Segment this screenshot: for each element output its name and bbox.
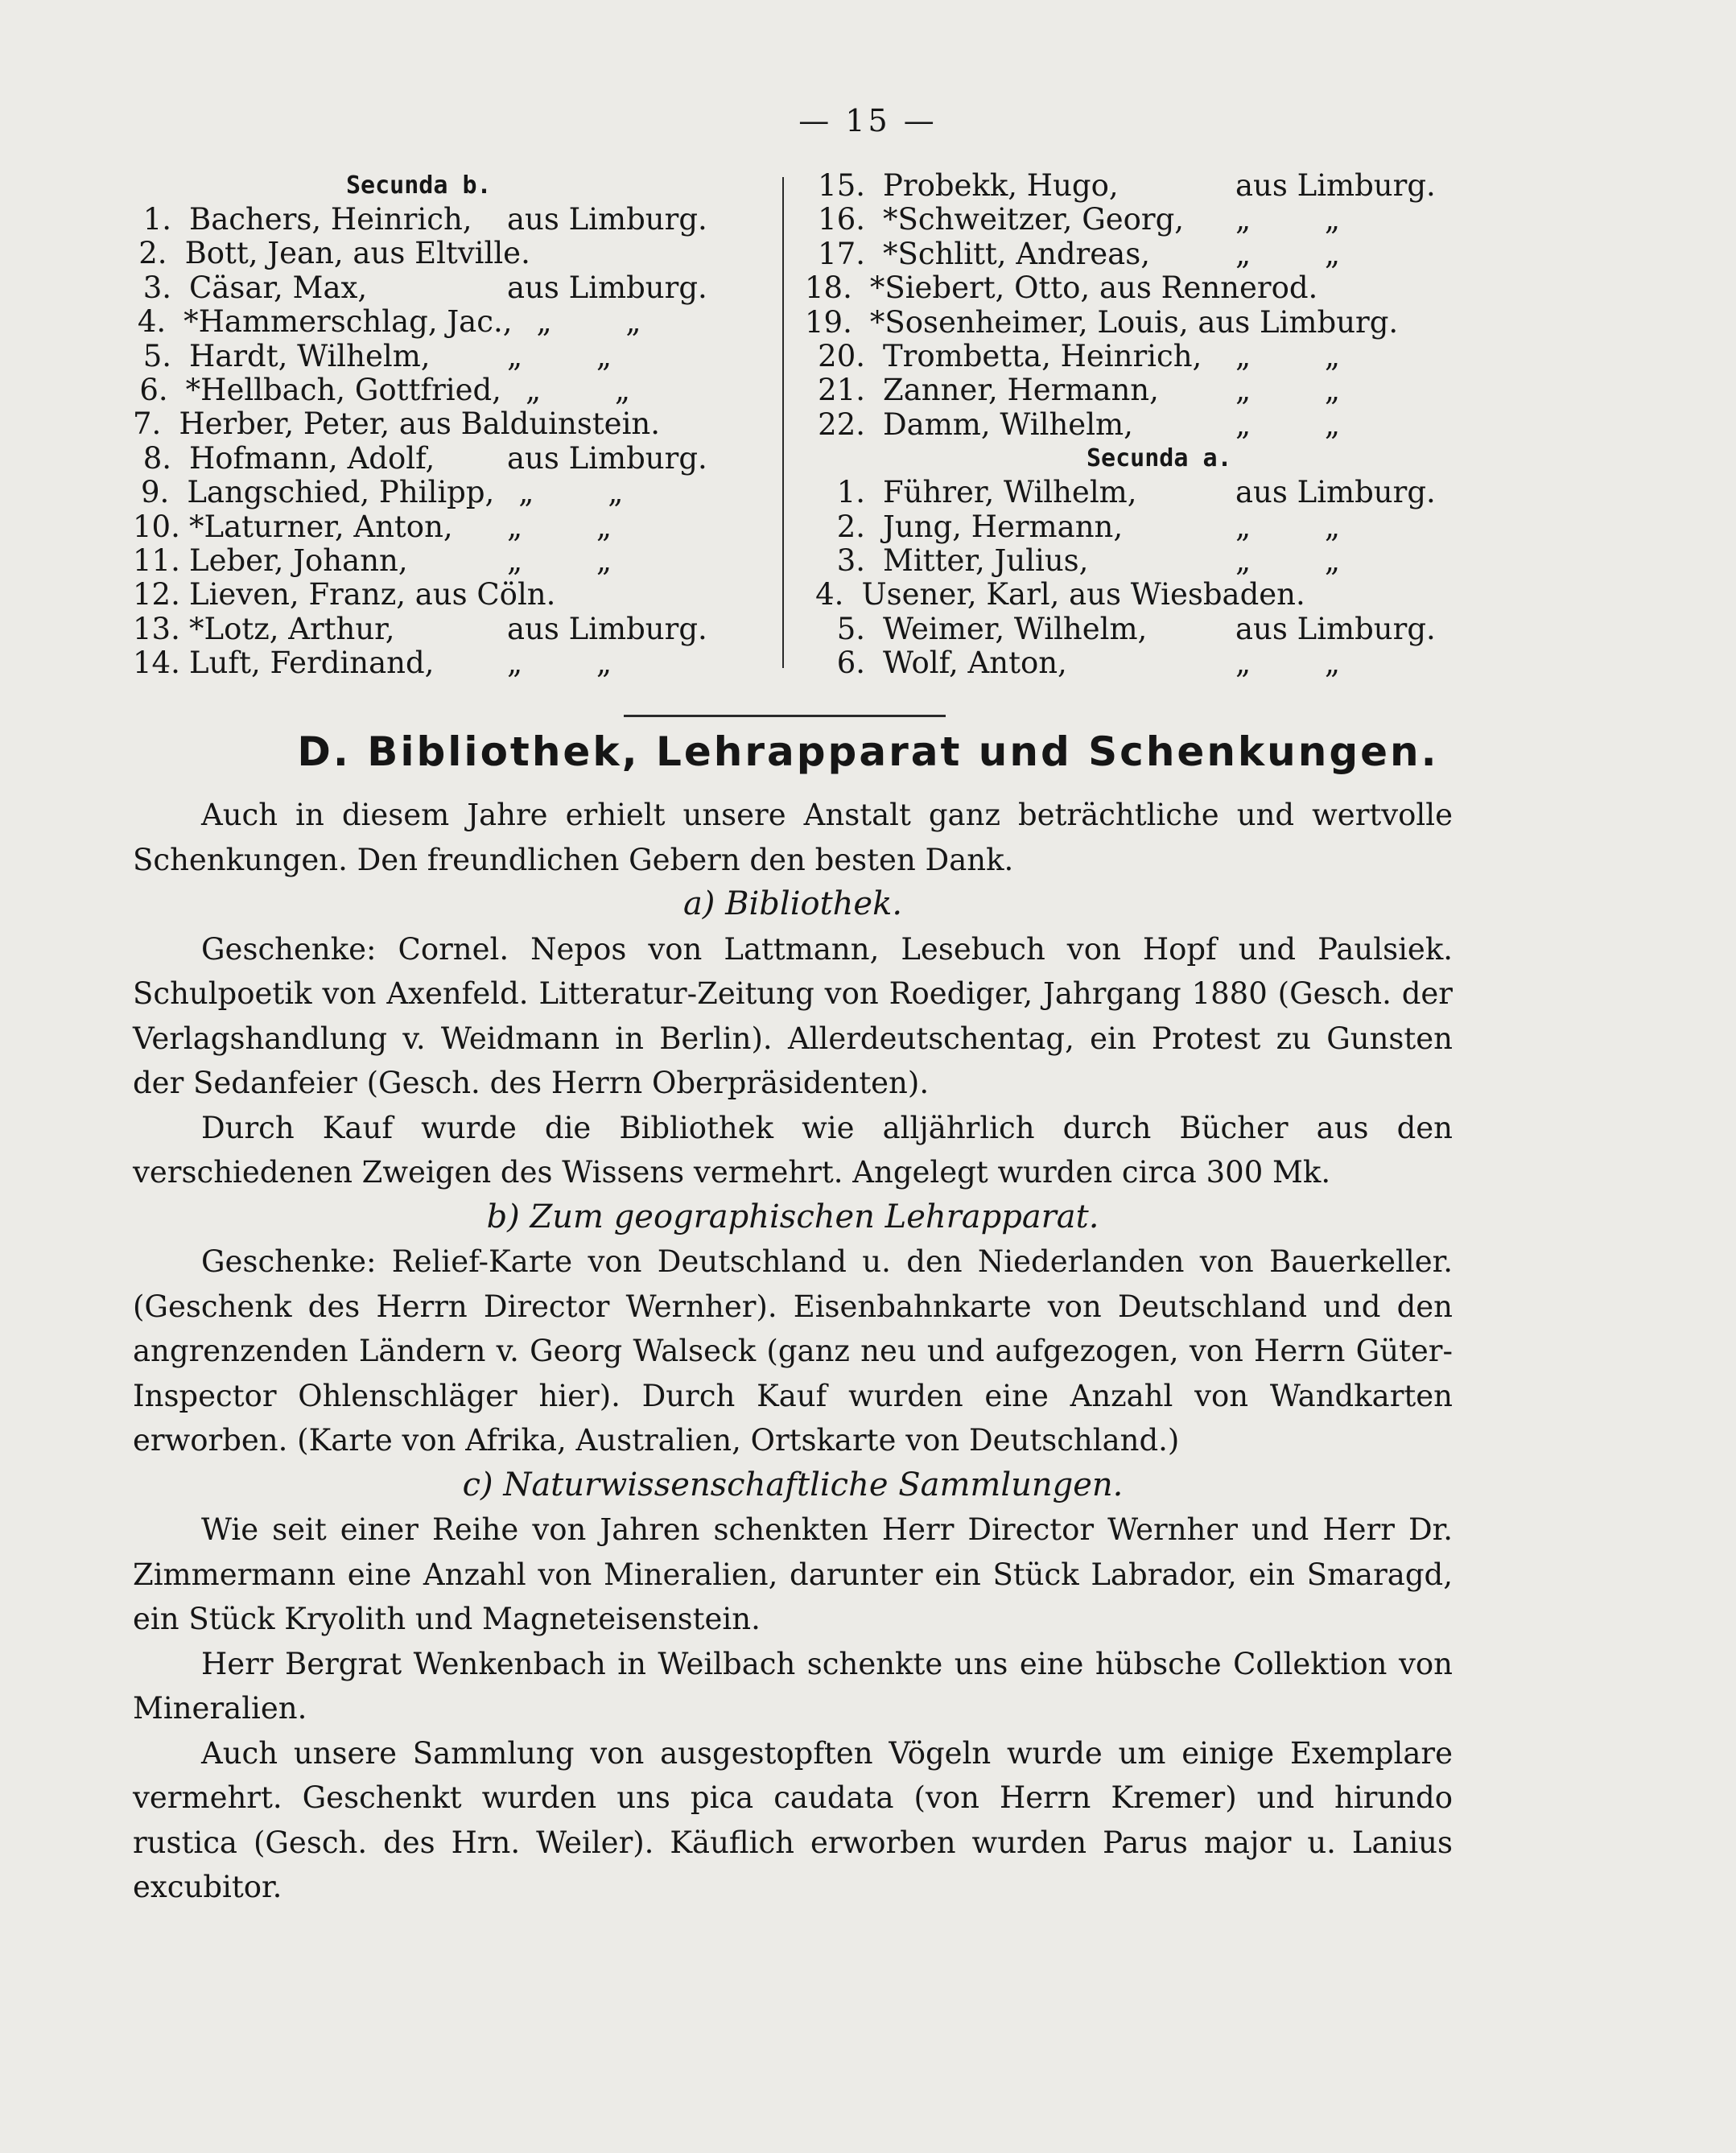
bibliothek-paragraph-1: Geschenke: Cornel. Nepos von Lattmann, Lesebuch von Hopf und Paulsiek. Schulpoetik von Axenfeld. Litteratur-Zeitung von Roediger, Jahrgang 1880 (Gesch. der Verlagshandlung v. Weidmann in Berlin). Allerdeutschentag, ein Protest zu Gunsten der Sedanfeier (Gesch. des Herrn Oberpräsidenten).: [133, 931, 1453, 1100]
student-number: 5.: [836, 611, 865, 646]
student-number: 7.: [133, 406, 162, 442]
lehrapparat-paragraph: Geschenke: Relief-Karte von Deutschland u. den Niederlanden von Bauerkeller. (Geschenk des Herrn Director Wernher). Eisenbahnkarte von Deutschland und den angrenzenden Ländern v. Georg Walseck (ganz neu und aufgezogen, von Herrn Güter-Inspector Ohlenschläger hier). Durch Kauf wurden eine Anzahl von Wandkarten erworben. (Karte von Afrika, Australien, Ortskarte von Deutschland.): [133, 1244, 1453, 1458]
bibliothek-paragraph-2: Durch Kauf wurde die Bibliothek wie alljährlich durch Bücher aus den verschiedenen Zweigen des Wissens vermehrt. Angelegt wurden circa 300 Mk.: [133, 1110, 1453, 1190]
student-place: [1317, 271, 1433, 305]
student-name: Leber, Johann,: [189, 542, 408, 578]
student-place: „ „: [1235, 373, 1373, 408]
student-name: Hardt, Wilhelm,: [189, 338, 431, 373]
student-number: 9.: [141, 475, 170, 510]
student-number: 2.: [836, 509, 865, 544]
student-place: aus Limburg.: [507, 440, 707, 476]
student-place: „ „: [507, 645, 645, 681]
student-name: Probekk, Hugo,: [883, 168, 1119, 203]
subheading-lehrapparat: b) Zum geographischen Lehrapparat.: [486, 1198, 1099, 1235]
student-number: 10.: [133, 509, 180, 544]
student-number: 20.: [818, 338, 865, 373]
student-row: [133, 612, 712, 646]
student-number: 3.: [142, 270, 171, 305]
student-list-right: [805, 168, 1436, 681]
student-number: 1.: [142, 202, 171, 237]
student-row: [133, 373, 712, 407]
student-place: [1398, 306, 1433, 340]
student-number: 1.: [836, 475, 865, 510]
student-row: [805, 578, 1433, 612]
student-name: Damm, Wilhelm,: [883, 406, 1133, 442]
student-number: 16.: [818, 202, 865, 237]
student-name: *Sosenheimer, Louis, aus Limburg.: [869, 304, 1399, 340]
class-heading-secunda-b: Secunda b.: [346, 171, 492, 200]
student-row: [805, 168, 1436, 203]
student-row: [133, 271, 712, 305]
student-place: „ „: [1235, 645, 1373, 681]
student-name: *Lotz, Arthur,: [189, 611, 395, 646]
student-place: „ „: [536, 304, 674, 340]
student-row: [805, 646, 1433, 680]
student-row: [133, 407, 712, 441]
student-number: 11.: [133, 542, 180, 578]
student-row: [133, 476, 712, 509]
student-number: 14.: [133, 645, 180, 681]
student-place: „ „: [1235, 542, 1373, 578]
sammlungen-paragraph-3: Auch unsere Sammlung von ausgestopften Vögeln wurde um einige Exemplare vermehrt. Geschenkt wurden uns pica caudata (von Herrn Kremer) und hirundo rustica (Gesch. des Hrn. Weiler). Käuflich erworben wurden Parus major u. Lanius excubitor.: [133, 1735, 1453, 1904]
student-place: „ „: [1235, 338, 1373, 373]
student-place: aus Limburg.: [507, 202, 707, 237]
student-place: aus Limburg.: [507, 611, 707, 646]
student-place: aus Limburg.: [1235, 475, 1436, 510]
intro-paragraph: Auch in diesem Jahre erhielt unsere Anstalt ganz beträchtliche und wertvolle Schenkungen. Den freundlichen Gebern den besten Dank.: [133, 798, 1453, 877]
student-row: [805, 340, 1433, 373]
student-name: Mitter, Julius,: [883, 542, 1089, 578]
student-name: *Hammerschlag, Jac.,: [183, 304, 513, 340]
student-number: 13.: [133, 611, 180, 646]
student-place: aus Limburg.: [1235, 611, 1436, 646]
student-name: Bott, Jean, aus Eltville.: [184, 236, 530, 271]
student-row: [133, 646, 712, 680]
student-name: Wolf, Anton,: [883, 645, 1067, 681]
student-name: Jung, Hermann,: [883, 509, 1124, 544]
sammlungen-paragraph-1: Wie seit einer Reihe von Jahren schenkten Herr Director Wernher und Herr Dr. Zimmermann eine Anzahl von Mineralien, darunter ein Stück Labrador, ein Smaragd, ein Stück Kryolith und Magneteisenstein.: [133, 1512, 1453, 1636]
student-number: 5.: [142, 338, 171, 373]
column-divider: [782, 177, 784, 668]
section-heading: D. Bibliothek, Lehrapparat und Schenkungen.: [297, 728, 1439, 775]
student-place: „ „: [507, 509, 645, 544]
student-name: Weimer, Wilhelm,: [883, 611, 1148, 646]
section-body: [133, 793, 1453, 1910]
student-row: [805, 408, 1433, 442]
student-name: Lieven, Franz, aus Cöln.: [189, 577, 556, 612]
student-number: 3.: [836, 542, 865, 578]
student-number: 8.: [142, 440, 171, 476]
student-number: 19.: [805, 304, 852, 340]
student-number: 4.: [137, 304, 167, 340]
student-list-left: [133, 169, 712, 680]
student-place: [530, 237, 712, 270]
student-row: [133, 203, 712, 237]
student-place: „ „: [1235, 236, 1373, 271]
student-place: „ „: [1235, 509, 1373, 544]
left-rows: [133, 203, 712, 680]
page-number: — 15 —: [798, 103, 938, 138]
student-number: 6.: [139, 372, 168, 407]
student-row: [805, 306, 1433, 340]
student-number: 21.: [818, 373, 865, 408]
student-place: „ „: [525, 372, 663, 407]
student-name: Hofmann, Adolf,: [189, 440, 435, 476]
student-number: 6.: [836, 645, 865, 681]
student-row: [133, 578, 712, 612]
student-row: [133, 305, 712, 339]
student-place: [660, 407, 712, 441]
student-number: 15.: [818, 168, 865, 203]
student-name: *Hellbach, Gottfried,: [185, 372, 501, 407]
student-number: 2.: [138, 236, 167, 271]
student-number: 12.: [133, 577, 180, 612]
student-name: *Laturner, Anton,: [189, 509, 453, 544]
right-rows-top: [805, 168, 1436, 442]
student-place: [555, 578, 712, 612]
student-number: 18.: [805, 270, 852, 306]
student-place: aus Limburg.: [1235, 168, 1436, 203]
student-name: Zanner, Hermann,: [883, 373, 1159, 408]
student-name: *Siebert, Otto, aus Rennerod.: [869, 270, 1318, 306]
class-heading-secunda-a: Secunda a.: [1087, 444, 1232, 473]
student-row: [805, 373, 1433, 407]
student-name: Herber, Peter, aus Balduinstein.: [179, 406, 661, 442]
student-place: „ „: [507, 542, 645, 578]
student-row: [805, 544, 1433, 578]
student-row: [805, 237, 1433, 271]
student-name: Trombetta, Heinrich,: [883, 338, 1202, 373]
student-number: 17.: [818, 236, 865, 271]
student-name: Führer, Wilhelm,: [883, 475, 1137, 510]
student-name: Langschied, Philipp,: [187, 475, 495, 510]
student-row: [805, 611, 1436, 646]
student-row: [805, 510, 1433, 544]
student-name: Cäsar, Max,: [189, 270, 368, 305]
student-row: [133, 442, 712, 476]
section-rule: [624, 715, 946, 717]
student-number: 4.: [815, 577, 844, 612]
sammlungen-paragraph-2: Herr Bergrat Wenkenbach in Weilbach schenkte uns eine hübsche Collektion von Mineralien.: [133, 1646, 1453, 1726]
student-place: „ „: [518, 475, 656, 510]
right-rows-bottom: [805, 475, 1436, 681]
student-row: [805, 271, 1433, 305]
student-name: Bachers, Heinrich,: [189, 202, 472, 237]
student-number: 22.: [818, 406, 865, 442]
student-row: [133, 340, 712, 373]
student-place: „ „: [507, 338, 645, 373]
student-name: *Schweitzer, Georg,: [883, 202, 1185, 237]
student-name: Luft, Ferdinand,: [189, 645, 435, 681]
student-row: [805, 475, 1436, 510]
student-row: [133, 544, 712, 578]
student-row: [133, 237, 712, 270]
student-place: [1305, 578, 1433, 612]
student-place: „ „: [1235, 406, 1373, 442]
student-row: [805, 203, 1433, 237]
student-place: aus Limburg.: [507, 270, 707, 305]
student-row: [133, 510, 712, 544]
student-name: Usener, Karl, aus Wiesbaden.: [861, 577, 1305, 612]
subheading-sammlungen: c) Naturwissenschaftliche Sammlungen.: [462, 1466, 1124, 1503]
subheading-bibliothek: a) Bibliothek.: [682, 885, 903, 922]
student-name: *Schlitt, Andreas,: [883, 236, 1150, 271]
student-place: „ „: [1235, 202, 1373, 237]
